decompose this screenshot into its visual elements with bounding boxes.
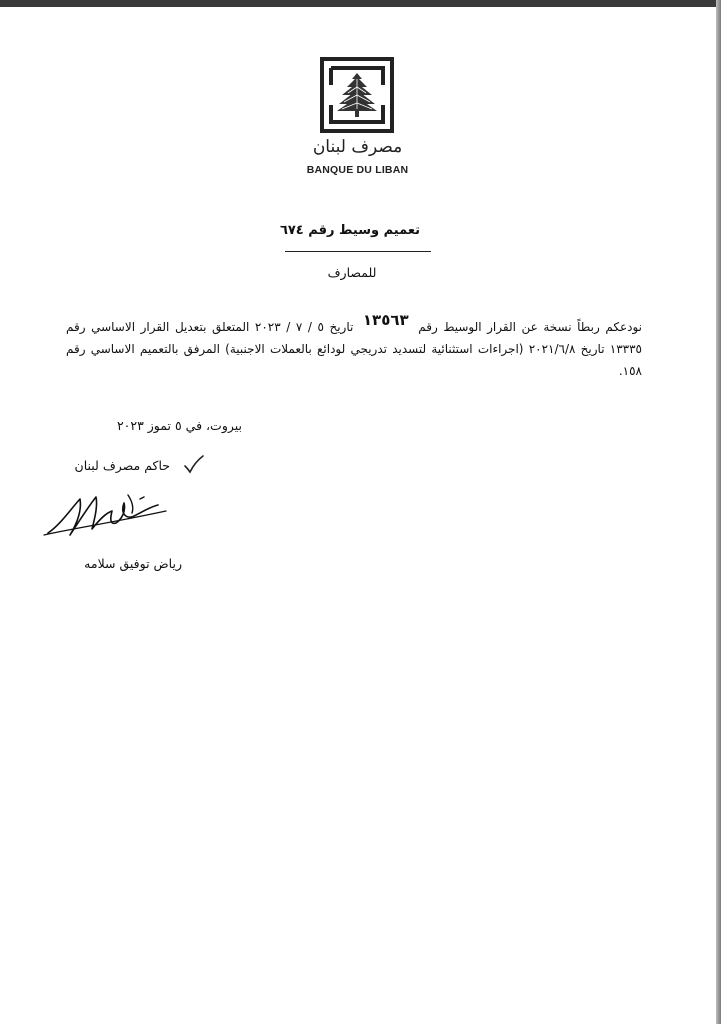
governor-title: حاكم مصرف لبنان [74,458,170,473]
page-edge-shadow [716,0,721,1024]
bank-name-french: BANQUE DU LIBAN [306,164,409,176]
document-page [0,7,716,1024]
bank-name-arabic: مصرف لبنان [312,137,403,157]
governor-name: رياض توفيق سلامه [84,556,182,571]
body-text-before-number: نودعكم ربطاً نسخة عن القرار الوسيط رقم [418,320,642,334]
decision-number: ١٣٥٦٣ [362,311,409,329]
body-text-after-number: تاريخ ٥ / ٧ / ٢٠٢٣ المتعلق بتعديل القرار الاساسي رقم ١٣٣٣٥ تاريخ ٢٠٢١/٦/٨ (اجراءات استثنائية لتسديد تدريجي لودائع بالعملات الاجنبية) المرفق بالتعميم الاساسي رقم ١٥٨. [66,320,642,378]
cedar-logo-icon [320,57,394,133]
place-and-date: بيروت، في ٥ تموز ٢٠٢٣ [116,418,242,433]
body-paragraph [66,311,642,382]
recipient: للمصارف [327,265,377,280]
handwritten-signature-icon [40,485,175,543]
title-underline [285,251,431,252]
circular-title: تعميم وسيط رقم ٦٧٤ [279,223,421,238]
check-mark-icon [183,454,205,474]
